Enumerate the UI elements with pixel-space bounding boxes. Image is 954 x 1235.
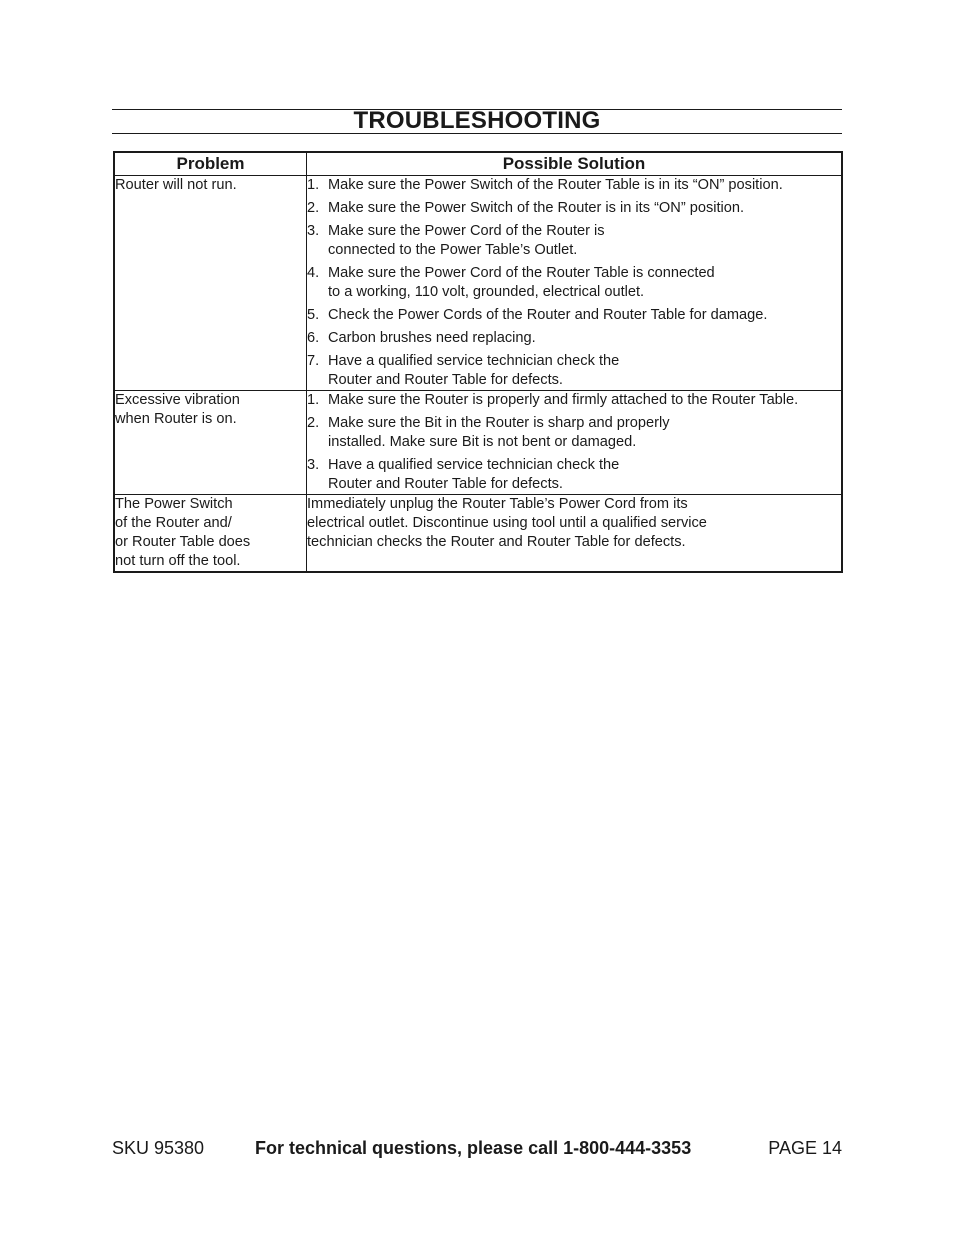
step-number: 2. — [307, 200, 320, 216]
step-line: Make sure the Power Cord of the Router is — [328, 223, 605, 239]
problem-line: when Router is on. — [115, 411, 237, 427]
solution-steps — [307, 176, 841, 390]
solution-line: electrical outlet. Discontinue using tool until a qualified service — [307, 515, 707, 531]
step-line: Carbon brushes need replacing. — [328, 330, 536, 346]
solution-step — [307, 222, 841, 260]
step-line: Make sure the Power Switch of the Router is in its “ON” position. — [328, 200, 745, 216]
problem-cell — [114, 495, 307, 573]
solution-step — [307, 414, 841, 452]
tech-support-phone: For technical questions, please call 1-800-444-3353 — [255, 1138, 692, 1158]
step-line: Check the Power Cords of the Router and Router Table for damage. — [328, 307, 768, 323]
table-row — [114, 391, 842, 495]
solution-step — [307, 391, 841, 410]
header-problem: Problem — [114, 152, 307, 176]
step-line: Have a qualified service technician check the — [328, 457, 620, 473]
header-solution: Possible Solution — [307, 152, 843, 176]
solution-step — [307, 264, 841, 302]
solution-steps — [307, 391, 841, 494]
solution-step — [307, 199, 841, 218]
step-line: installed. Make sure Bit is not bent or damaged. — [328, 434, 637, 450]
table-row — [114, 176, 842, 391]
solution-step — [307, 306, 841, 325]
solution-step — [307, 352, 841, 390]
step-line: Make sure the Power Switch of the Router Table is in its “ON” position. — [328, 177, 783, 193]
table-row — [114, 495, 842, 573]
problem-line: Router will not run. — [115, 177, 237, 193]
page-number: PAGE 14 — [768, 1138, 842, 1158]
solution-cell — [307, 495, 843, 573]
step-number: 7. — [307, 353, 320, 369]
step-line: Router and Router Table for defects. — [328, 372, 563, 388]
solution-line: Immediately unplug the Router Table’s Power Cord from its — [307, 496, 688, 512]
title-rule-bottom — [112, 133, 842, 134]
solution-cell — [307, 176, 843, 391]
page-title: TROUBLESHOOTING — [353, 107, 601, 134]
problem-line: Excessive vibration — [115, 392, 240, 408]
problem-cell — [114, 176, 307, 391]
step-line: Have a qualified service technician check the — [328, 353, 620, 369]
step-line: Make sure the Power Cord of the Router Table is connected — [328, 265, 715, 281]
step-line: Router and Router Table for defects. — [328, 476, 563, 492]
step-number: 2. — [307, 415, 320, 431]
step-number: 5. — [307, 307, 320, 323]
problem-line: of the Router and/ — [115, 515, 232, 531]
step-line: Make sure the Bit in the Router is sharp and properly — [328, 415, 670, 431]
problem-cell — [114, 391, 307, 495]
problem-line: not turn off the tool. — [115, 553, 241, 569]
page-footer — [112, 1136, 842, 1160]
troubleshooting-table — [113, 151, 843, 573]
problem-line: or Router Table does — [115, 534, 251, 550]
step-number: 1. — [307, 392, 320, 408]
step-line: to a working, 110 volt, grounded, electrical outlet. — [328, 284, 645, 300]
solution-cell — [307, 391, 843, 495]
problem-line: The Power Switch — [115, 496, 233, 512]
step-number: 3. — [307, 223, 320, 239]
step-line: Make sure the Router is properly and firmly attached to the Router Table. — [328, 392, 799, 408]
step-number: 4. — [307, 265, 320, 281]
table-header-row — [114, 152, 842, 176]
step-number: 6. — [307, 330, 320, 346]
solution-line: technician checks the Router and Router Table for defects. — [307, 534, 686, 550]
solution-step — [307, 456, 841, 494]
sku-label: SKU 95380 — [112, 1138, 205, 1158]
solution-step — [307, 176, 841, 195]
step-number: 1. — [307, 177, 320, 193]
step-number: 3. — [307, 457, 320, 473]
solution-step — [307, 329, 841, 348]
step-line: connected to the Power Table’s Outlet. — [328, 242, 578, 258]
